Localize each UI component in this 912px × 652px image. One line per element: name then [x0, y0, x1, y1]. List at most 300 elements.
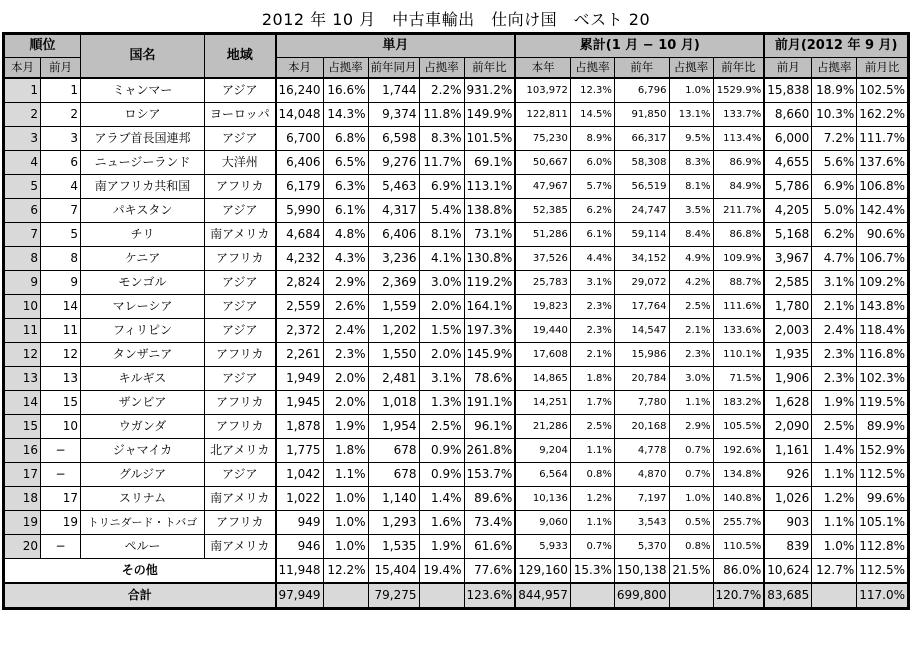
- share-cell: 4.3%: [323, 247, 368, 271]
- pm-share-cell: 2.1%: [812, 295, 857, 319]
- country-cell: ケニア: [81, 247, 205, 271]
- prev-month-cell: 3,967: [764, 247, 812, 271]
- cum-share-cell: 2.5%: [570, 415, 614, 439]
- yoy-cell: 145.9%: [464, 343, 515, 367]
- cum-yoy-cell: 133.7%: [713, 103, 764, 127]
- table-row: [5, 199, 908, 223]
- share-cell: [323, 583, 368, 608]
- region-cell: アフリカ: [205, 343, 276, 367]
- cum-share2-cell: 13.1%: [669, 103, 713, 127]
- pm-share-cell: 6.2%: [812, 223, 857, 247]
- table-row: [5, 439, 908, 463]
- region-cell: アジア: [205, 127, 276, 151]
- share2-cell: 8.3%: [419, 127, 464, 151]
- cum-yoy-cell: 111.6%: [713, 295, 764, 319]
- prev-year-month-cell: 4,317: [368, 199, 419, 223]
- this-month-cell: 2,824: [276, 271, 324, 295]
- share2-cell: 1.5%: [419, 319, 464, 343]
- pm-share-cell: 1.4%: [812, 439, 857, 463]
- cum-share-cell: 6.2%: [570, 199, 614, 223]
- cum-share-cell: 6.1%: [570, 223, 614, 247]
- share-cell: 2.0%: [323, 391, 368, 415]
- cum-share2-cell: 4.9%: [669, 247, 713, 271]
- cum-share2-cell: 3.0%: [669, 367, 713, 391]
- pm-share-cell: 12.7%: [812, 559, 857, 584]
- this-year-cell: 14,865: [515, 367, 570, 391]
- yoy-cell: 69.1%: [464, 151, 515, 175]
- share-cell: 4.8%: [323, 223, 368, 247]
- prev-rank-cell: 14: [41, 295, 81, 319]
- table-row: [5, 151, 908, 175]
- this-year-cell: 9,204: [515, 439, 570, 463]
- header-yoy: 前年比: [464, 58, 515, 79]
- share-cell: 16.6%: [323, 78, 368, 103]
- cum-share-cell: 3.1%: [570, 271, 614, 295]
- rank-cell: 3: [5, 127, 41, 151]
- cum-share2-cell: 2.1%: [669, 319, 713, 343]
- header-prev-year-same-month: 前年同月: [368, 58, 419, 79]
- cum-share-cell: 6.0%: [570, 151, 614, 175]
- pm-share-cell: 1.1%: [812, 511, 857, 535]
- mom-cell: 90.6%: [857, 223, 908, 247]
- mom-cell: 112.8%: [857, 535, 908, 559]
- prev-month-cell: 2,090: [764, 415, 812, 439]
- this-year-cell: 75,230: [515, 127, 570, 151]
- this-month-cell: 1,945: [276, 391, 324, 415]
- cum-share2-cell: 8.1%: [669, 175, 713, 199]
- rank-cell: 11: [5, 319, 41, 343]
- share-cell: 14.3%: [323, 103, 368, 127]
- region-cell: アジア: [205, 463, 276, 487]
- prev-month-cell: 1,780: [764, 295, 812, 319]
- table-row: [5, 415, 908, 439]
- prev-rank-cell: 9: [41, 271, 81, 295]
- cum-share2-cell: 0.8%: [669, 535, 713, 559]
- share-cell: 1.0%: [323, 535, 368, 559]
- yoy-cell: 96.1%: [464, 415, 515, 439]
- mom-cell: 119.5%: [857, 391, 908, 415]
- rank-cell: 2: [5, 103, 41, 127]
- yoy-cell: 931.2%: [464, 78, 515, 103]
- header-region: 地域: [205, 35, 276, 79]
- prev-year-cell: 4,870: [614, 463, 669, 487]
- cum-share-cell: [570, 583, 614, 608]
- share-cell: 2.6%: [323, 295, 368, 319]
- cum-share-cell: 14.5%: [570, 103, 614, 127]
- share-cell: 2.4%: [323, 319, 368, 343]
- rank-cell: 7: [5, 223, 41, 247]
- yoy-cell: 78.6%: [464, 367, 515, 391]
- country-cell: タンザニア: [81, 343, 205, 367]
- header-share2: 占拠率: [419, 58, 464, 79]
- header-cum-share2: 占拠率: [669, 58, 713, 79]
- prev-month-cell: 1,628: [764, 391, 812, 415]
- region-cell: 北アメリカ: [205, 439, 276, 463]
- yoy-cell: 130.8%: [464, 247, 515, 271]
- mom-cell: 152.9%: [857, 439, 908, 463]
- header-prev-month: 前月: [764, 58, 812, 79]
- cum-yoy-cell: 86.9%: [713, 151, 764, 175]
- cum-yoy-cell: 183.2%: [713, 391, 764, 415]
- prev-year-month-cell: 1,559: [368, 295, 419, 319]
- pm-share-cell: 4.7%: [812, 247, 857, 271]
- region-cell: 南アメリカ: [205, 487, 276, 511]
- country-cell: グルジア: [81, 463, 205, 487]
- header-rank: 順位: [5, 35, 81, 58]
- table-row: [5, 511, 908, 535]
- share2-cell: 11.7%: [419, 151, 464, 175]
- cum-share-cell: 0.7%: [570, 535, 614, 559]
- region-cell: アジア: [205, 319, 276, 343]
- table-row: [5, 487, 908, 511]
- cum-share-cell: 2.3%: [570, 319, 614, 343]
- header-share: 占拠率: [323, 58, 368, 79]
- pm-share-cell: 6.9%: [812, 175, 857, 199]
- rank-cell: 5: [5, 175, 41, 199]
- prev-rank-cell: 12: [41, 343, 81, 367]
- header-cumulative: 累計(1 月 − 10 月): [515, 35, 764, 58]
- prev-year-cell: 4,778: [614, 439, 669, 463]
- rank-cell: 4: [5, 151, 41, 175]
- country-cell: ジャマイカ: [81, 439, 205, 463]
- cum-share2-cell: 2.3%: [669, 343, 713, 367]
- prev-year-cell: 91,850: [614, 103, 669, 127]
- this-month-cell: 4,684: [276, 223, 324, 247]
- prev-month-cell: 8,660: [764, 103, 812, 127]
- share2-cell: 0.9%: [419, 439, 464, 463]
- rank-cell: 1: [5, 78, 41, 103]
- prev-month-cell: 903: [764, 511, 812, 535]
- prev-month-cell: 4,205: [764, 199, 812, 223]
- share-cell: 6.8%: [323, 127, 368, 151]
- pm-share-cell: 1.1%: [812, 463, 857, 487]
- prev-rank-cell: 6: [41, 151, 81, 175]
- mom-cell: 89.9%: [857, 415, 908, 439]
- this-year-cell: 122,811: [515, 103, 570, 127]
- header-prev-month-group: 前月(2012 年 9 月): [764, 35, 907, 58]
- prev-month-cell: 5,168: [764, 223, 812, 247]
- prev-rank-cell: 2: [41, 103, 81, 127]
- rank-cell: 14: [5, 391, 41, 415]
- this-month-cell: 4,232: [276, 247, 324, 271]
- this-month-cell: 5,990: [276, 199, 324, 223]
- this-year-cell: 21,286: [515, 415, 570, 439]
- cum-share-cell: 2.1%: [570, 343, 614, 367]
- share2-cell: 2.2%: [419, 78, 464, 103]
- cum-yoy-cell: 140.8%: [713, 487, 764, 511]
- pm-share-cell: 1.0%: [812, 535, 857, 559]
- yoy-cell: 191.1%: [464, 391, 515, 415]
- prev-rank-cell: 19: [41, 511, 81, 535]
- prev-month-cell: 1,026: [764, 487, 812, 511]
- yoy-cell: 153.7%: [464, 463, 515, 487]
- header-cum-yoy: 前年比: [713, 58, 764, 79]
- header-this-month: 本月: [276, 58, 324, 79]
- region-cell: アジア: [205, 295, 276, 319]
- cum-share2-cell: 3.5%: [669, 199, 713, 223]
- cum-share-cell: 0.8%: [570, 463, 614, 487]
- prev-year-month-cell: 1,140: [368, 487, 419, 511]
- mom-cell: 118.4%: [857, 319, 908, 343]
- mom-cell: 116.8%: [857, 343, 908, 367]
- this-month-cell: 6,406: [276, 151, 324, 175]
- prev-month-cell: 2,585: [764, 271, 812, 295]
- prev-year-month-cell: 678: [368, 439, 419, 463]
- header-rank-prev: 前月: [41, 58, 81, 79]
- prev-year-cell: 29,072: [614, 271, 669, 295]
- cum-yoy-cell: 86.8%: [713, 223, 764, 247]
- share2-cell: 0.9%: [419, 463, 464, 487]
- mom-cell: 143.8%: [857, 295, 908, 319]
- pm-share-cell: 5.6%: [812, 151, 857, 175]
- this-year-cell: 129,160: [515, 559, 570, 584]
- cum-share-cell: 2.3%: [570, 295, 614, 319]
- prev-year-month-cell: 15,404: [368, 559, 419, 584]
- other-row-label: その他: [5, 559, 276, 584]
- prev-year-month-cell: 1,202: [368, 319, 419, 343]
- mom-cell: 112.5%: [857, 463, 908, 487]
- pm-share-cell: [812, 583, 857, 608]
- yoy-cell: 113.1%: [464, 175, 515, 199]
- prev-rank-cell: 15: [41, 391, 81, 415]
- prev-rank-cell: 8: [41, 247, 81, 271]
- pm-share-cell: 3.1%: [812, 271, 857, 295]
- prev-year-cell: 150,138: [614, 559, 669, 584]
- this-year-cell: 5,933: [515, 535, 570, 559]
- table-row: [5, 223, 908, 247]
- region-cell: 南アメリカ: [205, 535, 276, 559]
- prev-rank-cell: −: [41, 535, 81, 559]
- cum-share-cell: 1.8%: [570, 367, 614, 391]
- table-row: [5, 367, 908, 391]
- table-row: [5, 175, 908, 199]
- prev-month-cell: 839: [764, 535, 812, 559]
- share2-cell: 3.0%: [419, 271, 464, 295]
- cum-share2-cell: [669, 583, 713, 608]
- header-single-month: 単月: [276, 35, 516, 58]
- share2-cell: 3.1%: [419, 367, 464, 391]
- rank-cell: 16: [5, 439, 41, 463]
- cum-share-cell: 12.3%: [570, 78, 614, 103]
- table-row: [5, 343, 908, 367]
- cum-share2-cell: 1.0%: [669, 487, 713, 511]
- region-cell: アフリカ: [205, 415, 276, 439]
- this-year-cell: 52,385: [515, 199, 570, 223]
- cum-share-cell: 15.3%: [570, 559, 614, 584]
- country-cell: ミャンマー: [81, 78, 205, 103]
- region-cell: アジア: [205, 78, 276, 103]
- share2-cell: 1.6%: [419, 511, 464, 535]
- table-body: [5, 78, 908, 608]
- prev-year-cell: 66,317: [614, 127, 669, 151]
- this-year-cell: 17,608: [515, 343, 570, 367]
- prev-year-cell: 5,370: [614, 535, 669, 559]
- pm-share-cell: 5.0%: [812, 199, 857, 223]
- cum-yoy-cell: 71.5%: [713, 367, 764, 391]
- rank-cell: 20: [5, 535, 41, 559]
- prev-year-cell: 699,800: [614, 583, 669, 608]
- prev-year-cell: 7,197: [614, 487, 669, 511]
- header-this-year: 本年: [515, 58, 570, 79]
- region-cell: 大洋州: [205, 151, 276, 175]
- total-row-label: 合計: [5, 583, 276, 608]
- country-cell: 南アフリカ共和国: [81, 175, 205, 199]
- this-month-cell: 14,048: [276, 103, 324, 127]
- yoy-cell: 89.6%: [464, 487, 515, 511]
- rank-cell: 17: [5, 463, 41, 487]
- share2-cell: 5.4%: [419, 199, 464, 223]
- this-year-cell: 37,526: [515, 247, 570, 271]
- prev-year-cell: 15,986: [614, 343, 669, 367]
- share-cell: 2.3%: [323, 343, 368, 367]
- prev-year-month-cell: 1,550: [368, 343, 419, 367]
- country-cell: ロシア: [81, 103, 205, 127]
- prev-year-month-cell: 9,276: [368, 151, 419, 175]
- region-cell: アフリカ: [205, 511, 276, 535]
- share2-cell: 1.3%: [419, 391, 464, 415]
- prev-rank-cell: 4: [41, 175, 81, 199]
- share-cell: 1.8%: [323, 439, 368, 463]
- this-year-cell: 50,667: [515, 151, 570, 175]
- cum-yoy-cell: 109.9%: [713, 247, 764, 271]
- pm-share-cell: 7.2%: [812, 127, 857, 151]
- share-cell: 1.9%: [323, 415, 368, 439]
- this-year-cell: 103,972: [515, 78, 570, 103]
- cum-share-cell: 1.1%: [570, 511, 614, 535]
- this-month-cell: 1,775: [276, 439, 324, 463]
- header-prev-year: 前年: [614, 58, 669, 79]
- region-cell: アジア: [205, 271, 276, 295]
- share2-cell: 4.1%: [419, 247, 464, 271]
- cum-yoy-cell: 134.8%: [713, 463, 764, 487]
- yoy-cell: 61.6%: [464, 535, 515, 559]
- share-cell: 12.2%: [323, 559, 368, 584]
- country-cell: モンゴル: [81, 271, 205, 295]
- rank-cell: 18: [5, 487, 41, 511]
- prev-year-month-cell: 2,481: [368, 367, 419, 391]
- this-month-cell: 97,949: [276, 583, 324, 608]
- prev-year-cell: 7,780: [614, 391, 669, 415]
- cum-share-cell: 5.7%: [570, 175, 614, 199]
- cum-share2-cell: 0.7%: [669, 463, 713, 487]
- prev-year-cell: 3,543: [614, 511, 669, 535]
- prev-year-cell: 24,747: [614, 199, 669, 223]
- this-month-cell: 6,700: [276, 127, 324, 151]
- region-cell: アフリカ: [205, 391, 276, 415]
- this-year-cell: 19,440: [515, 319, 570, 343]
- region-cell: ヨーロッパ: [205, 103, 276, 127]
- table-row: [5, 391, 908, 415]
- this-month-cell: 11,948: [276, 559, 324, 584]
- share-cell: 2.9%: [323, 271, 368, 295]
- this-month-cell: 2,261: [276, 343, 324, 367]
- region-cell: アフリカ: [205, 247, 276, 271]
- share-cell: 1.0%: [323, 511, 368, 535]
- region-cell: アジア: [205, 367, 276, 391]
- mom-cell: 106.8%: [857, 175, 908, 199]
- prev-month-cell: 1,935: [764, 343, 812, 367]
- this-month-cell: 949: [276, 511, 324, 535]
- share2-cell: 1.4%: [419, 487, 464, 511]
- rank-cell: 13: [5, 367, 41, 391]
- yoy-cell: 261.8%: [464, 439, 515, 463]
- prev-year-month-cell: 1,954: [368, 415, 419, 439]
- this-month-cell: 1,949: [276, 367, 324, 391]
- cum-share-cell: 1.2%: [570, 487, 614, 511]
- region-cell: アジア: [205, 199, 276, 223]
- cum-share2-cell: 21.5%: [669, 559, 713, 584]
- country-cell: ペルー: [81, 535, 205, 559]
- share2-cell: 1.9%: [419, 535, 464, 559]
- prev-year-month-cell: 6,598: [368, 127, 419, 151]
- region-cell: アフリカ: [205, 175, 276, 199]
- cum-share2-cell: 0.7%: [669, 439, 713, 463]
- header-rank-current: 本月: [5, 58, 41, 79]
- table-row: [5, 103, 908, 127]
- mom-cell: 111.7%: [857, 127, 908, 151]
- prev-month-cell: 1,906: [764, 367, 812, 391]
- table-row: [5, 271, 908, 295]
- pm-share-cell: 2.3%: [812, 367, 857, 391]
- rank-cell: 6: [5, 199, 41, 223]
- cum-yoy-cell: 133.6%: [713, 319, 764, 343]
- cum-yoy-cell: 86.0%: [713, 559, 764, 584]
- this-year-cell: 25,783: [515, 271, 570, 295]
- mom-cell: 102.5%: [857, 78, 908, 103]
- yoy-cell: 164.1%: [464, 295, 515, 319]
- table-row: [5, 295, 908, 319]
- share-cell: 6.5%: [323, 151, 368, 175]
- this-month-cell: 946: [276, 535, 324, 559]
- table-row: [5, 535, 908, 559]
- share2-cell: 2.0%: [419, 343, 464, 367]
- mom-cell: 142.4%: [857, 199, 908, 223]
- prev-rank-cell: 10: [41, 415, 81, 439]
- share2-cell: 8.1%: [419, 223, 464, 247]
- share2-cell: [419, 583, 464, 608]
- this-year-cell: 844,957: [515, 583, 570, 608]
- prev-rank-cell: 11: [41, 319, 81, 343]
- mom-cell: 162.2%: [857, 103, 908, 127]
- cum-share2-cell: 2.5%: [669, 295, 713, 319]
- cum-share-cell: 4.4%: [570, 247, 614, 271]
- prev-year-month-cell: 5,463: [368, 175, 419, 199]
- prev-rank-cell: 7: [41, 199, 81, 223]
- prev-rank-cell: 1: [41, 78, 81, 103]
- this-year-cell: 6,564: [515, 463, 570, 487]
- pm-share-cell: 2.4%: [812, 319, 857, 343]
- country-cell: トリニダード・トバゴ: [81, 511, 205, 535]
- mom-cell: 117.0%: [857, 583, 908, 608]
- cum-yoy-cell: 211.7%: [713, 199, 764, 223]
- cum-share2-cell: 8.3%: [669, 151, 713, 175]
- this-year-cell: 47,967: [515, 175, 570, 199]
- prev-month-cell: 83,685: [764, 583, 812, 608]
- prev-month-cell: 2,003: [764, 319, 812, 343]
- prev-year-month-cell: 79,275: [368, 583, 419, 608]
- this-month-cell: 1,022: [276, 487, 324, 511]
- pm-share-cell: 18.9%: [812, 78, 857, 103]
- country-cell: ウガンダ: [81, 415, 205, 439]
- prev-year-cell: 59,114: [614, 223, 669, 247]
- this-month-cell: 2,372: [276, 319, 324, 343]
- prev-year-month-cell: 1,535: [368, 535, 419, 559]
- cum-yoy-cell: 192.6%: [713, 439, 764, 463]
- yoy-cell: 101.5%: [464, 127, 515, 151]
- header-mom: 前月比: [857, 58, 908, 79]
- prev-year-month-cell: 3,236: [368, 247, 419, 271]
- pm-share-cell: 1.9%: [812, 391, 857, 415]
